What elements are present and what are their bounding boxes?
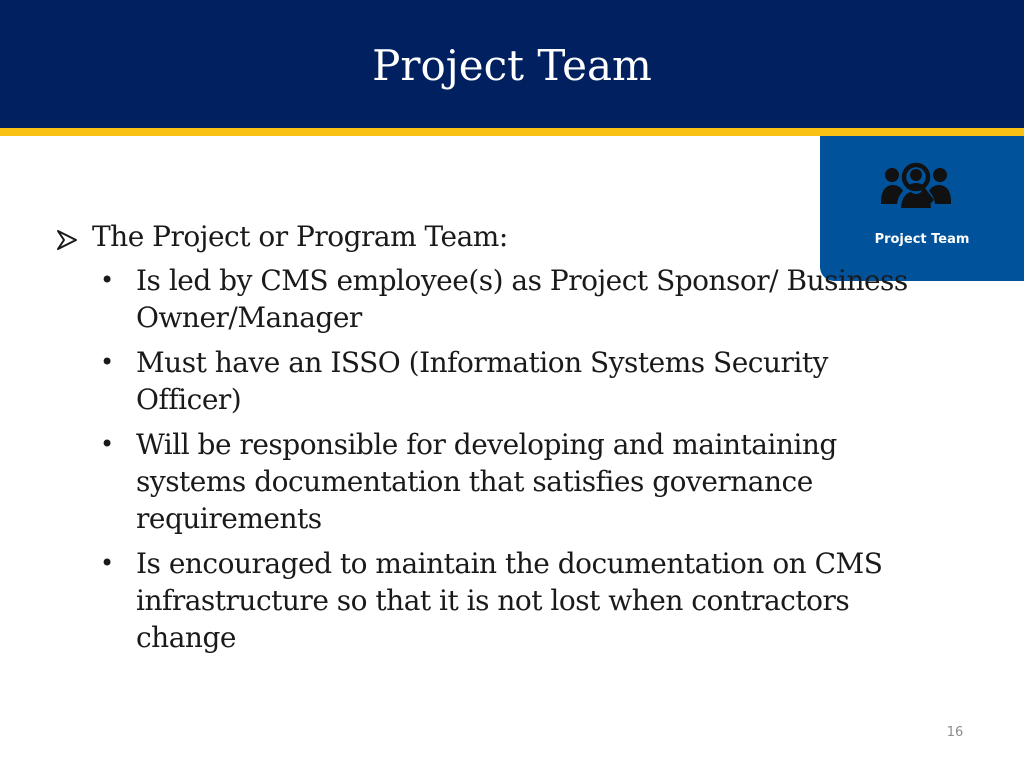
team-search-icon	[881, 160, 951, 214]
gold-divider	[0, 128, 1024, 136]
lead-text: The Project or Program Team:	[92, 220, 508, 253]
bullet-item: • Is led by CMS employee(s) as Project Sponsor/ Business Owner/Manager	[136, 262, 936, 336]
bullet-item: • Must have an ISSO (Information Systems Security Officer)	[136, 344, 936, 418]
page-number: 16	[946, 725, 964, 740]
slide-title: Project Team	[372, 41, 652, 90]
bullet-item: • Is encouraged to maintain the documentation on CMS infrastructure so that it is not lost when contractors change	[136, 545, 936, 656]
lead-item	[56, 218, 936, 256]
bullet-list	[56, 262, 936, 656]
slide-body	[56, 218, 936, 664]
bullet-item: • Will be responsible for developing and maintaining systems documentation that satisfies governance requirements	[136, 426, 936, 537]
arrow-bullet-icon	[56, 229, 78, 251]
badge-label: Project Team	[874, 232, 970, 247]
header-bar	[0, 0, 1024, 128]
